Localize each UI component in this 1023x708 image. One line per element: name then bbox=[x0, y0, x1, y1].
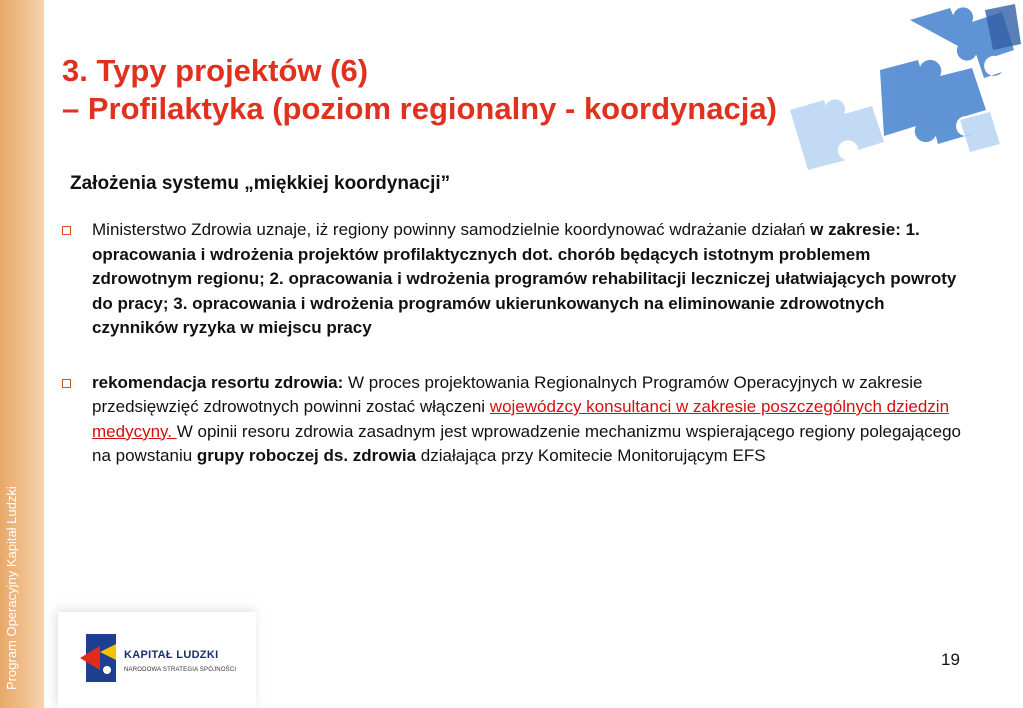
logo-subtitle: NARODOWA STRATEGIA SPÓJNOŚCI bbox=[124, 667, 237, 673]
bullet2-text-a: W proces projektowania Regionalnych Programów Operacyjnych w zakresie przedsięwzięć zdrowotnych powinni zostać włączeni bbox=[92, 372, 923, 416]
side-band bbox=[0, 0, 44, 708]
bullet2-text-c: działająca przy Komitecie Monitorującym EFS bbox=[416, 446, 766, 465]
kapital-ludzki-logo-icon bbox=[80, 632, 118, 684]
bullet2-bold-group: grupy roboczej ds. zdrowia bbox=[196, 446, 417, 465]
bullet-item-1 bbox=[62, 218, 962, 341]
section-subtitle: Założenia systemu „miękkiej koordynacji” bbox=[70, 173, 451, 194]
bullet2-bold-lead: rekomendacja resortu zdrowia: bbox=[92, 372, 344, 392]
bullet-item-2 bbox=[62, 371, 962, 469]
bullet1-bold: w zakresie: 1. opracowania i wdrożenia projektów profilaktycznych dot. chorób będących istotnym problemem zdrowotnym regionu; 2. opracowania i wdrożenia programów rehabilitacji leczniczej ułatwiających powroty do pracy; 3. opracowania i wdrożenia programów ukierunkowanych na eliminowanie zdrowotnych czynników ryzyka w miejscu pracy bbox=[92, 220, 957, 337]
slide-title bbox=[62, 52, 777, 128]
bullet-text-1 bbox=[92, 218, 962, 341]
bullet-text-2 bbox=[92, 371, 962, 469]
bullet-list bbox=[62, 218, 962, 469]
logo-title: KAPITAŁ LUDZKI bbox=[124, 649, 219, 661]
page-number: 19 bbox=[941, 650, 960, 669]
title-line-1: 3. Typy projektów (6) bbox=[62, 53, 369, 88]
bullet-square-icon bbox=[62, 379, 71, 388]
bullet1-lead: Ministerstwo Zdrowia uznaje, iż regiony powinny samodzielnie koordynować wdrażanie działań bbox=[92, 220, 811, 239]
bullet2-text-b: W opinii resoru zdrowia zasadnym jest wprowadzenie mechanizmu wspierającego regiony polegającego na powstaniu bbox=[92, 421, 962, 465]
side-label: Program Operacyjny Kapitał Ludzki bbox=[4, 486, 19, 690]
logo-panel bbox=[58, 612, 256, 708]
bullet-square-icon bbox=[62, 226, 71, 235]
title-line-2: – Profilaktyka (poziom regionalny - koordynacja) bbox=[62, 91, 777, 126]
consultants-link[interactable]: wojewódzcy konsultanci w zakresie poszczególnych dziedzin medycyny. bbox=[92, 397, 950, 441]
puzzle-decoration bbox=[760, 0, 1023, 175]
